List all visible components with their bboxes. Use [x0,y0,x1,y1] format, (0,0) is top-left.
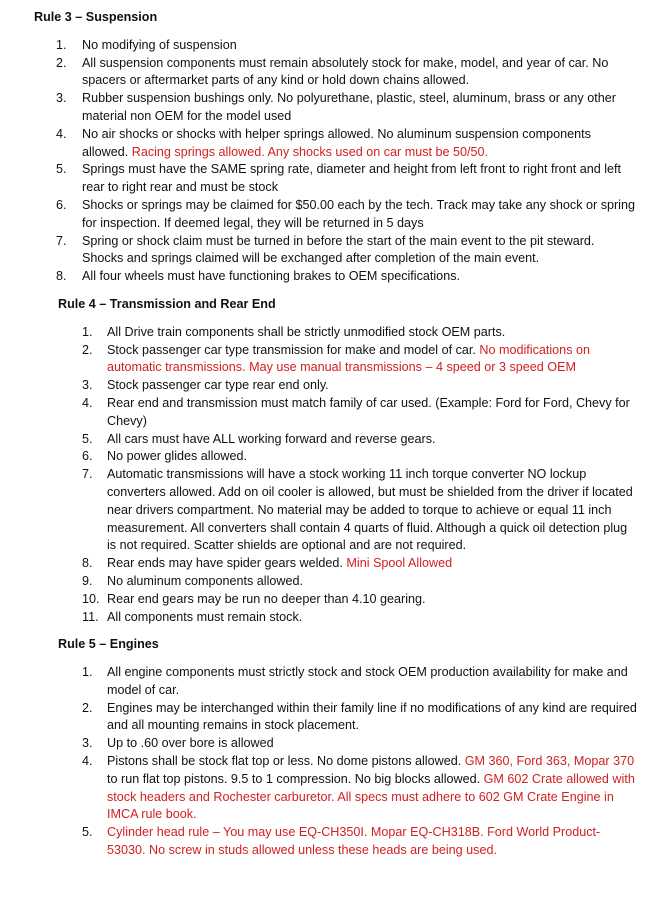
section-title: Rule 3 – Suspension [34,10,158,24]
item-text: All Drive train components shall be strictly unmodified stock OEM parts. [107,324,506,339]
item-number: 4. [82,754,93,769]
list-item [0,395,669,431]
item-number: 4. [82,395,93,410]
list-item [0,37,669,55]
item-number: 7. [56,233,67,248]
item-number: 2. [82,700,93,715]
item-text: Pistons shall be stock flat top or less. No dome pistons allowed. [107,754,465,769]
list-item [0,664,669,700]
rule-4-section [0,296,669,626]
rule-3-section [0,9,669,286]
item-text: All engine components must strictly stock and stock OEM production availability for make and model of car. [107,665,628,697]
item-number: 1. [56,37,67,52]
list-item [0,324,669,342]
item-number: 11. [82,609,99,624]
list-item [0,466,669,555]
list-item [0,268,669,286]
list-item [0,431,669,449]
list-item [0,591,669,609]
rule-list [0,324,669,627]
section-title: Rule 5 – Engines [58,637,159,652]
item-red-text: Mini Spool Allowed [346,556,453,571]
item-text: Rear ends may have spider gears welded. [107,556,347,571]
item-number: 5. [82,431,93,446]
item-number: 3. [82,736,93,751]
list-item [0,735,669,753]
item-text: Engines may be interchanged within their family line if no modifications of any kind are required and all mounting remains in stock placement. [107,700,637,733]
item-text: No power glides allowed. [107,449,248,464]
list-item [0,448,669,466]
item-text: No air shocks or shocks with helper springs allowed. No aluminum suspension components allowed. [82,126,591,159]
item-red-text: Racing springs allowed. Any shocks used on car must be 50/50. [131,144,489,159]
item-number: 10. [82,591,100,606]
item-text: Stock passenger car type transmission for make and model of car. [107,342,480,357]
item-number: 2. [56,55,67,70]
list-item [0,90,669,126]
section-title: Rule 4 – Transmission and Rear End [58,296,276,311]
item-number: 6. [82,449,93,464]
item-number: 8. [82,556,93,571]
item-text: No aluminum components allowed. [107,573,304,588]
item-text: Springs must have the SAME spring rate, diameter and height from left front to right front and left rear to right rear and must be stock [82,162,622,195]
list-item [0,377,669,395]
list-item [0,573,669,591]
rule-list [0,664,669,860]
item-number: 5. [56,162,67,177]
item-number: 2. [82,342,93,357]
item-number: 5. [82,825,93,840]
list-item [0,342,669,378]
item-text: Stock passenger car type rear end only. [107,378,329,393]
item-red-text: Cylinder head rule – You may use EQ-CH350I. Mopar EQ-CH318B. Ford World Product-53030. No screw in studs allowed unless these heads are being used. [107,825,601,858]
item-number: 3. [82,378,93,393]
list-item [0,197,669,233]
list-item [0,700,669,736]
item-text: Automatic transmissions will have a stock working 11 inch torque converter NO lockup converters allowed. Add on oil cooler is allowed, but must be shielded from the driver if located near drivers compartment. No material may be added to torque to achieve or equal 11 inch measurement. All converters shall contain 4 quarts of fluid. Although a quick oil detection plug is not required. Scatter shields are optional and are not required. [107,467,633,553]
item-text: Spring or shock claim must be turned in before the start of the main event to the pit steward. Shocks and springs claimed will be exchanged after completion of the main event. [82,233,595,266]
list-item [0,753,669,824]
item-red-text: GM 602 Crate allowed with stock headers and Rochester carburetor. All specs must adhere to 602 GM Crate Engine in IMCA rule book. [107,771,635,822]
list-item [0,126,669,162]
item-text: Rear end and transmission must match family of car used. (Example: Ford for Ford, Chevy for Chevy) [107,395,630,428]
item-red-text: GM 360, Ford 363, Mopar 370 [464,754,635,769]
item-text: to run flat top pistons. 9.5 to 1 compression. No big blocks allowed. [107,771,484,786]
list-item [0,555,669,573]
item-text: All suspension components must remain absolutely stock for make, model, and year of car. No spacers or aftermarket parts of any kind or hold down chains allowed. [82,55,609,88]
list-item [0,55,669,91]
item-text: Rubber suspension bushings only. No polyurethane, plastic, steel, aluminum, brass or any other material non OEM for the model used [82,91,616,123]
item-text: All components must remain stock. [107,609,303,624]
item-number: 3. [56,91,67,106]
item-text: All four wheels must have functioning brakes to OEM specifications. [82,269,460,284]
item-text: Shocks or springs may be claimed for $50.00 each by the tech. Track may take any shock or spring for inspection. If deemed legal, they will be returned in 5 days [82,197,635,230]
list-item [0,161,669,197]
rule-list [0,37,669,286]
item-red-text: No modifications on automatic transmissions. May use manual transmissions – 4 speed or 3 speed OEM [107,342,590,375]
item-number: 9. [82,573,93,588]
list-item [0,609,669,627]
item-number: 4. [56,126,67,141]
item-number: 1. [82,324,93,339]
item-text: Rear end gears may be run no deeper than 4.10 gearing. [107,591,426,606]
item-text: No modifying of suspension [82,37,237,52]
item-number: 1. [82,665,93,680]
item-number: 6. [56,197,67,212]
item-number: 7. [82,467,93,482]
item-text: All cars must have ALL working forward and reverse gears. [107,431,436,446]
item-number: 8. [56,269,67,284]
list-item [0,233,669,269]
list-item [0,824,669,860]
item-text: Up to .60 over bore is allowed [107,736,274,751]
rule-5-section [0,636,669,860]
